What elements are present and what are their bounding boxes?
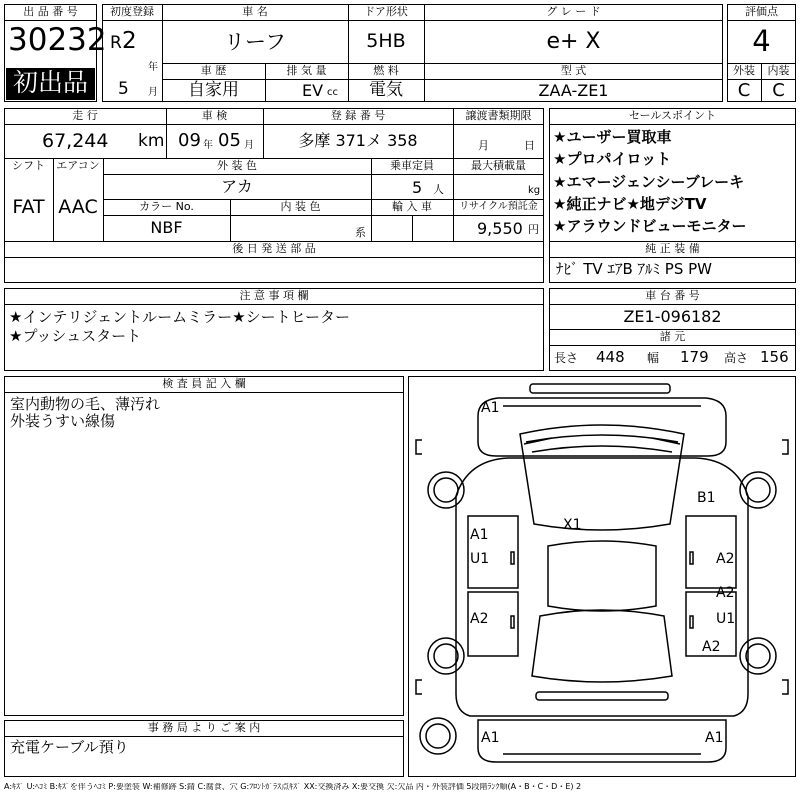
height: 156	[760, 348, 789, 366]
spec-label: 諸 元	[659, 330, 686, 343]
inspection-year: 09	[178, 130, 201, 151]
interior-color-label: 内 装 色	[280, 200, 321, 213]
mileage: 67,244	[42, 130, 109, 152]
sales-point-item: ★エマージェンシーブレーキ	[553, 173, 745, 191]
damage-mark: U1	[716, 611, 736, 627]
car-name: リーフ	[224, 30, 286, 54]
damage-mark: A2	[702, 639, 721, 655]
damage-mark: A1	[470, 527, 489, 543]
ac-label: エアコン	[56, 159, 100, 172]
equipment-text: ﾅﾋﾞ TV ｴｱB ｱﾙﾐ PS PW	[556, 260, 712, 278]
inspection-year-unit: 年	[203, 140, 213, 151]
reg-year: 2	[122, 28, 137, 54]
damage-mark: U1	[470, 551, 490, 567]
sales-point-item: ★アラウンドビューモニター	[553, 217, 747, 235]
damage-mark: B1	[697, 490, 716, 506]
inspector-line: 室内動物の毛、薄汚れ	[10, 395, 161, 413]
chassis-label: 車 台 番 号	[645, 289, 700, 302]
mileage-unit: km	[138, 131, 165, 151]
lot-number-label: 出 品 番 号	[23, 5, 78, 18]
plate: 多摩 371メ 358	[298, 131, 418, 150]
interior-grade: C	[772, 80, 785, 101]
displacement-unit: cc	[327, 87, 338, 98]
width-label: 幅	[647, 351, 660, 365]
sales-point-item: ★ユーザー買取車	[553, 128, 672, 146]
model-label: 型 式	[560, 64, 587, 77]
mileage-label: 走 行	[72, 109, 98, 122]
capacity-label: 乗車定員	[390, 159, 434, 172]
inspection-month: 05	[218, 130, 241, 151]
door-type: 5HB	[366, 30, 406, 52]
fuel-label: 燃 料	[373, 64, 399, 77]
reg-date-label: 初度登録	[110, 5, 154, 18]
sales-point-item: ★プロパイロット	[553, 150, 672, 168]
max-load-label: 最大積載量	[471, 159, 526, 172]
capacity: 5	[412, 178, 423, 197]
legend-footer: A:ｷｽﾞ U:ﾍｺﾐ B:ｷｽﾞを伴うﾍｺﾐ P:要塗装 W:補修跡 S:錆 C:腐食、穴 G:ﾌﾛﾝﾄｶﾞﾗｽ点ｷｽﾞ XX:交換済み X:要交換 欠:欠品 内・外装評価 5段階ﾗﾝｸ順(A・B・C・D・E) 2	[4, 783, 582, 791]
fuel: 電気	[369, 80, 403, 100]
reg-month-unit: 月	[148, 87, 158, 98]
damage-mark: A1	[481, 400, 500, 416]
interior-grade-label: 内装	[767, 64, 790, 77]
sales-points-label: セールスポイント	[628, 109, 716, 122]
door-type-label: ドア形状	[364, 5, 408, 18]
damage-mark: A2	[716, 585, 735, 601]
reg-month: 5	[118, 79, 129, 99]
displacement: EV	[302, 81, 324, 100]
office-label: 事 務 局 よ り ご 案 内	[147, 721, 261, 734]
office-text: 充電ケーブル預り	[10, 738, 129, 756]
inspector-label: 検 査 員 記 入 欄	[162, 377, 246, 390]
color-label: 外 装 色	[217, 159, 257, 172]
shift-label: シフト	[12, 159, 45, 172]
shift: FAT	[12, 196, 45, 218]
grade-label: グ レ ー ド	[546, 5, 601, 18]
exterior-grade-label: 外装	[733, 64, 755, 77]
grade: e+ X	[546, 29, 601, 54]
inspection-label: 車 検	[201, 109, 228, 122]
car-name-label: 車 名	[242, 5, 268, 18]
recycle-label: リサイクル預託金	[459, 201, 538, 212]
length-label: 長さ	[554, 351, 579, 365]
transfer-docs-label: 譲渡書類期限	[465, 109, 532, 122]
displacement-label: 排 気 量	[286, 64, 327, 77]
transfer-month-unit: 月	[478, 139, 489, 152]
history: 自家用	[188, 80, 239, 100]
inspector-line: 外装うすい線傷	[10, 412, 116, 430]
color-no: NBF	[150, 218, 183, 237]
plate-label: 登 録 番 号	[330, 109, 386, 122]
sales-point-item: ★純正ナビ★地デジTV	[553, 195, 707, 213]
chassis-number: ZE1-096182	[623, 307, 722, 326]
lot-number: 30232	[8, 22, 107, 58]
notes-label: 注 意 事 項 欄	[239, 289, 309, 302]
length: 448	[596, 348, 625, 366]
equipment-label: 純 正 装 備	[645, 242, 700, 255]
parts-later-label: 後 日 発 送 部 品	[232, 242, 316, 255]
model: ZAA-ZE1	[538, 81, 609, 100]
history-label: 車 歴	[200, 64, 227, 77]
damage-mark: A1	[705, 730, 724, 746]
damage-mark: X1	[563, 517, 582, 533]
reg-era: R	[110, 33, 122, 53]
import-label: 輸 入 車	[392, 200, 432, 213]
color-no-label: カラー No.	[139, 200, 194, 213]
reg-year-unit: 年	[148, 62, 158, 73]
transfer-day-unit: 日	[524, 139, 535, 152]
damage-mark: A2	[716, 551, 735, 567]
damage-mark: A1	[481, 730, 500, 746]
score-label: 評価点	[745, 5, 778, 18]
recycle-unit: 円	[528, 223, 539, 236]
height-label: 高さ	[724, 351, 749, 365]
score: 4	[752, 24, 771, 58]
notes-line: ★プッシュスタート	[9, 327, 142, 345]
inspection-month-unit: 月	[244, 140, 254, 151]
interior-color-unit: 系	[355, 226, 366, 239]
color: アカ	[221, 177, 253, 196]
notes-line: ★インテリジェントルームミラー★シートヒーター	[9, 308, 350, 326]
max-load-unit: kg	[528, 185, 541, 196]
first-listing-text: 初出品	[12, 68, 88, 97]
ac: AAC	[58, 196, 98, 218]
capacity-unit: 人	[433, 183, 444, 196]
damage-mark: A2	[470, 611, 489, 627]
recycle-fee: 9,550	[477, 219, 523, 238]
width: 179	[680, 348, 709, 366]
car-diagram	[408, 376, 796, 777]
exterior-grade: C	[737, 80, 751, 101]
